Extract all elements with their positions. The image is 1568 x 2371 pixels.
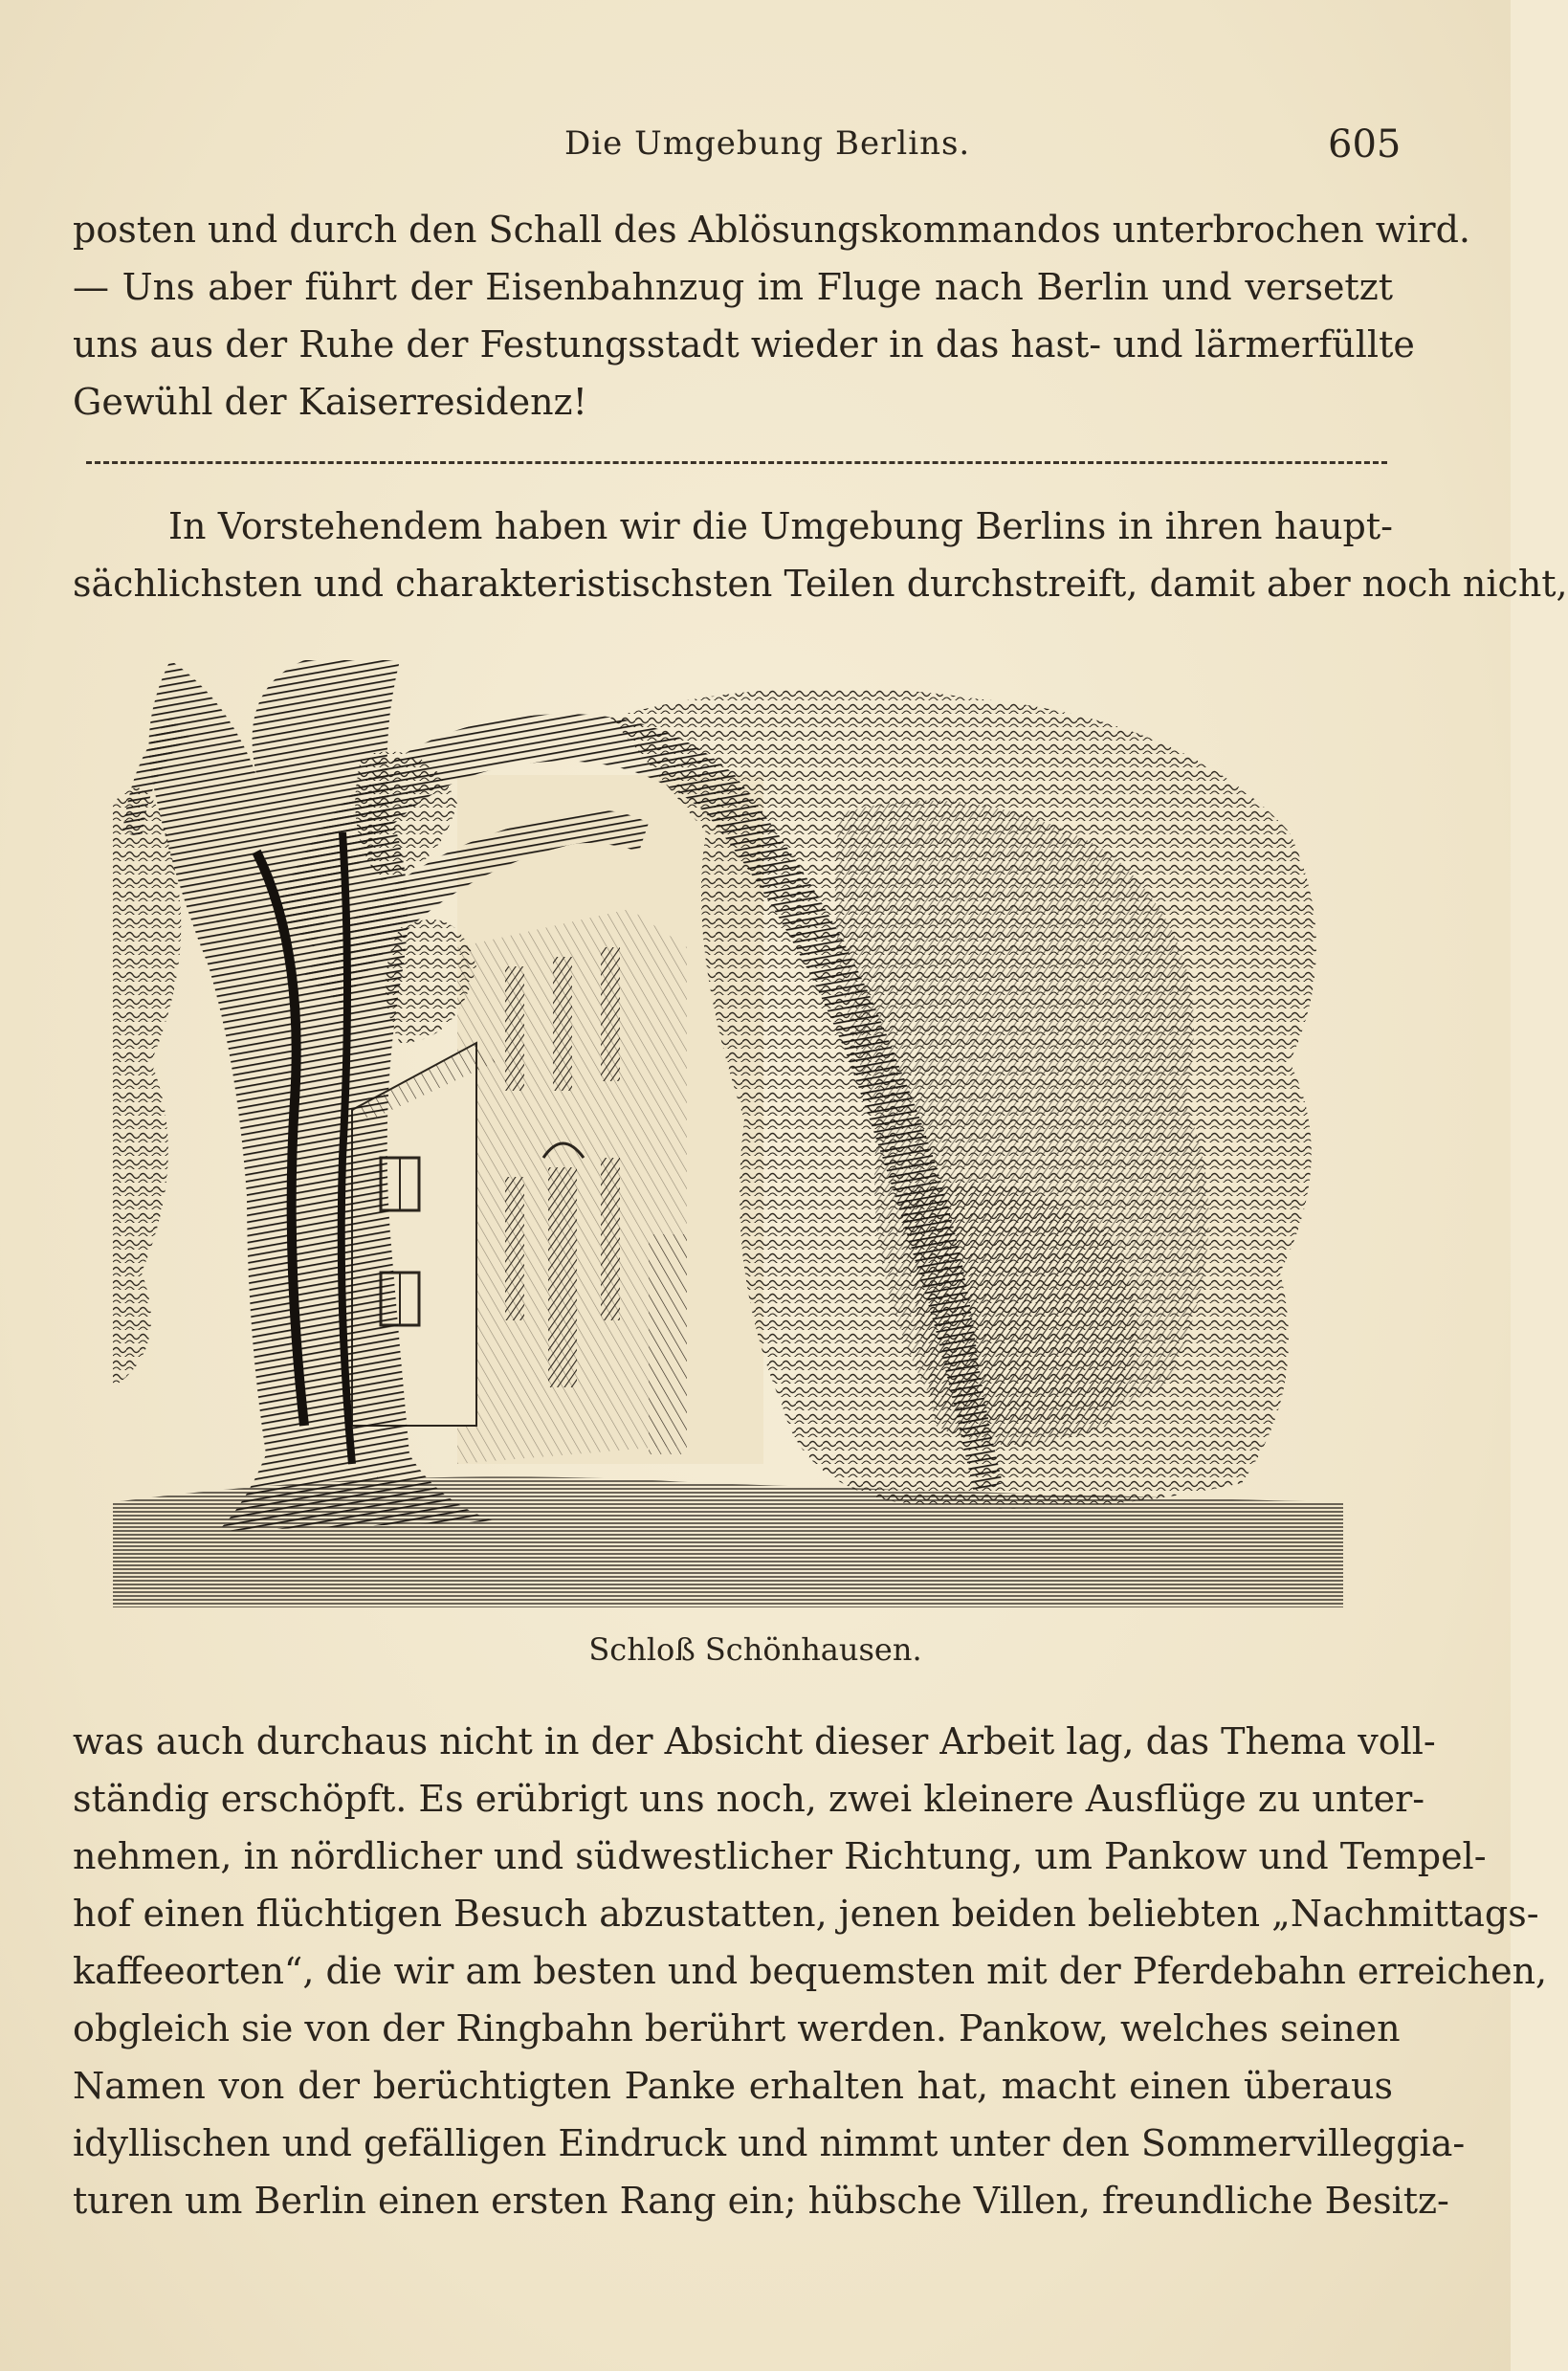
- page-number: 605: [1328, 122, 1402, 166]
- text-line: — Uns aber führt der Eisenbahnzug im Fluge nach Berlin und versetzt: [73, 266, 1393, 308]
- figure-caption: Schloß Schönhausen.: [588, 1631, 922, 1668]
- text-line: nehmen, in nördlicher und südwestlicher Richtung, um Pankow und Tempel-: [73, 1835, 1487, 1877]
- paragraph-main: [73, 1713, 1548, 2229]
- text-line: sächlichsten und charakteristischsten Teilen durchstreift, damit aber noch nicht,: [73, 563, 1568, 605]
- text-line: In Vorstehendem haben wir die Umgebung Berlins in ihren haupt-: [168, 505, 1393, 547]
- engraving-illustration: [113, 660, 1343, 1607]
- text-line: posten und durch den Schall des Ablösungskommandos unterbrochen wird.: [73, 209, 1470, 251]
- text-line: Namen von der berüchtigten Panke erhalten hat, macht einen überaus: [73, 2065, 1393, 2107]
- text-line: Gewühl der Kaiserresidenz!: [73, 381, 587, 423]
- text-line: obgleich sie von der Ringbahn berührt werden. Pankow, welches seinen: [73, 2007, 1401, 2050]
- text-line: ständig erschöpft. Es erübrigt uns noch, zwei kleinere Ausflüge zu unter-: [73, 1778, 1425, 1820]
- text-line: uns aus der Ruhe der Festungsstadt wieder in das hast- und lärmerfüllte: [73, 323, 1415, 366]
- running-title: Die Umgebung Berlins.: [564, 124, 971, 163]
- text-line: hof einen flüchtigen Besuch abzustatten, jenen beiden beliebten „Nachmittags-: [73, 1893, 1539, 1935]
- paragraph-intro: [73, 498, 1568, 612]
- running-head: [0, 115, 1511, 172]
- text-line: turen um Berlin einen ersten Rang ein; hübsche Villen, freundliche Besitz-: [73, 2180, 1449, 2222]
- engraving-svg: [113, 660, 1343, 1607]
- section-separator: [86, 442, 1387, 464]
- paragraph-closing: [73, 201, 1470, 431]
- text-line: was auch durchaus nicht in der Absicht dieser Arbeit lag, das Thema voll-: [73, 1720, 1436, 1762]
- text-line: kaffeeorten“, die wir am besten und bequemsten mit der Pferdebahn erreichen,: [73, 1950, 1548, 1992]
- text-line: idyllischen und gefälligen Eindruck und nimmt unter den Sommervilleggia-: [73, 2122, 1466, 2164]
